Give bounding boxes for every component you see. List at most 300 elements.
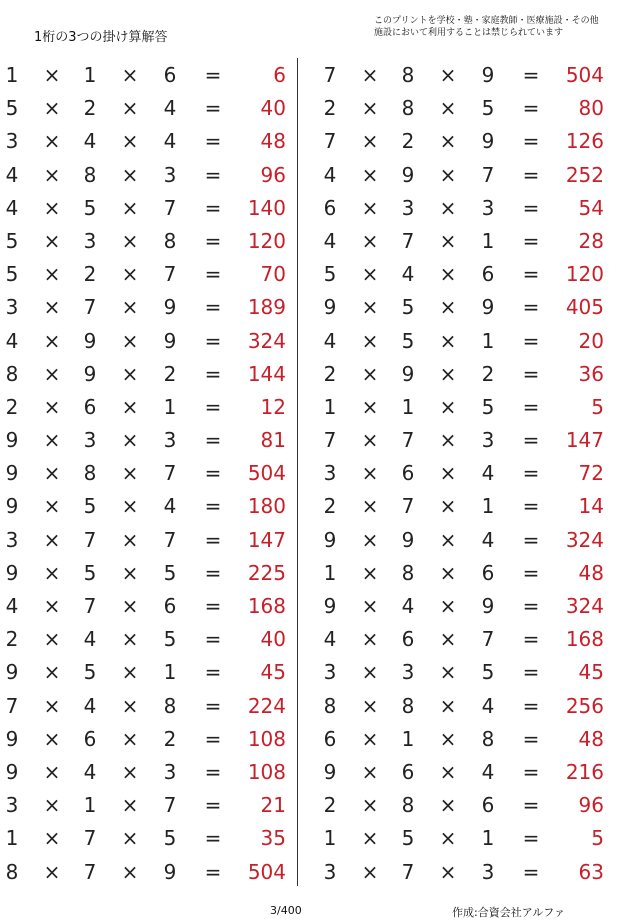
times-sign: × — [43, 527, 61, 552]
answer: 144 — [247, 361, 286, 386]
factor-2: 2 — [83, 96, 97, 121]
factor-2: 8 — [83, 461, 97, 486]
times-sign: × — [121, 195, 139, 220]
equals-sign: = — [522, 793, 540, 818]
factor-3: 7 — [481, 627, 495, 652]
answer: 20 — [578, 328, 604, 353]
equals-sign: = — [522, 162, 540, 187]
factor-3: 3 — [481, 859, 495, 884]
times-sign: × — [361, 859, 379, 884]
factor-1: 8 — [5, 361, 19, 386]
factor-2: 5 — [401, 328, 415, 353]
column-divider — [297, 58, 298, 886]
factor-3: 8 — [163, 693, 177, 718]
answer: 96 — [578, 793, 604, 818]
equals-sign: = — [522, 494, 540, 519]
factor-1: 4 — [5, 594, 19, 618]
factor-3: 4 — [481, 759, 495, 784]
factor-1: 1 — [5, 63, 19, 87]
equals-sign: = — [522, 759, 540, 784]
answer: 168 — [247, 594, 286, 618]
factor-2: 8 — [401, 63, 415, 87]
times-sign: × — [361, 428, 379, 453]
equals-sign: = — [522, 262, 540, 287]
factor-3: 4 — [163, 129, 177, 154]
equals-sign: = — [204, 726, 222, 751]
factor-3: 4 — [481, 461, 495, 486]
times-sign: × — [43, 295, 61, 320]
times-sign: × — [439, 726, 457, 751]
times-sign: × — [121, 228, 139, 253]
factor-2: 7 — [83, 527, 97, 552]
times-sign: × — [361, 361, 379, 386]
answer: 54 — [578, 195, 604, 220]
factor-1: 7 — [5, 693, 19, 718]
factor-2: 8 — [83, 162, 97, 187]
factor-3: 6 — [481, 262, 495, 287]
factor-2: 5 — [401, 826, 415, 851]
factor-1: 2 — [323, 96, 337, 121]
factor-1: 7 — [323, 129, 337, 154]
times-sign: × — [361, 328, 379, 353]
factor-3: 5 — [163, 826, 177, 851]
factor-1: 9 — [5, 428, 19, 453]
factor-2: 1 — [83, 793, 97, 818]
factor-2: 9 — [401, 162, 415, 187]
times-sign: × — [43, 262, 61, 287]
answer: 256 — [565, 693, 604, 718]
equals-sign: = — [204, 826, 222, 851]
times-sign: × — [121, 560, 139, 585]
answer: 504 — [247, 461, 286, 486]
times-sign: × — [43, 63, 61, 87]
factor-3: 4 — [163, 494, 177, 519]
usage-notice — [374, 15, 624, 39]
factor-1: 4 — [5, 195, 19, 220]
factor-2: 4 — [83, 129, 97, 154]
factor-3: 2 — [481, 361, 495, 386]
factor-2: 6 — [401, 627, 415, 652]
answer: 6 — [273, 63, 286, 87]
times-sign: × — [121, 527, 139, 552]
equals-sign: = — [522, 195, 540, 220]
times-sign: × — [121, 826, 139, 851]
times-sign: × — [43, 228, 61, 253]
times-sign: × — [439, 826, 457, 851]
times-sign: × — [439, 195, 457, 220]
factor-2: 9 — [83, 361, 97, 386]
answer: 80 — [578, 96, 604, 121]
factor-2: 7 — [83, 295, 97, 320]
answer: 81 — [260, 428, 286, 453]
answer: 120 — [565, 262, 604, 287]
usage-notice-line2: 施設において利用することは禁じられています — [374, 28, 564, 38]
equals-sign: = — [522, 461, 540, 486]
factor-1: 4 — [323, 162, 337, 187]
answer: 324 — [247, 328, 286, 353]
equals-sign: = — [522, 859, 540, 884]
answer: 48 — [578, 726, 604, 751]
equals-sign: = — [204, 627, 222, 652]
factor-2: 4 — [83, 627, 97, 652]
times-sign: × — [121, 793, 139, 818]
times-sign: × — [361, 560, 379, 585]
equals-sign: = — [522, 129, 540, 154]
equals-sign: = — [204, 63, 222, 87]
factor-3: 5 — [481, 394, 495, 419]
factor-3: 4 — [481, 527, 495, 552]
factor-2: 4 — [401, 262, 415, 287]
usage-notice-line1: このプリントを学校・塾・家庭教師・医療施設・その他 — [374, 16, 599, 26]
factor-1: 4 — [5, 162, 19, 187]
factor-1: 4 — [323, 627, 337, 652]
factor-2: 6 — [401, 461, 415, 486]
factor-1: 1 — [323, 394, 337, 419]
factor-1: 9 — [323, 295, 337, 320]
times-sign: × — [439, 428, 457, 453]
answer: 21 — [260, 793, 286, 818]
factor-3: 9 — [481, 295, 495, 320]
factor-2: 1 — [401, 726, 415, 751]
times-sign: × — [43, 195, 61, 220]
answer: 70 — [260, 262, 286, 287]
equals-sign: = — [204, 361, 222, 386]
factor-2: 3 — [83, 228, 97, 253]
factor-2: 9 — [401, 361, 415, 386]
times-sign: × — [121, 759, 139, 784]
answer: 45 — [578, 660, 604, 685]
times-sign: × — [439, 693, 457, 718]
factor-3: 2 — [163, 361, 177, 386]
answer: 140 — [247, 195, 286, 220]
factor-2: 4 — [401, 594, 415, 618]
times-sign: × — [121, 63, 139, 87]
times-sign: × — [439, 560, 457, 585]
times-sign: × — [121, 428, 139, 453]
factor-1: 9 — [323, 527, 337, 552]
factor-3: 9 — [481, 63, 495, 87]
factor-2: 9 — [83, 328, 97, 353]
factor-1: 4 — [323, 328, 337, 353]
times-sign: × — [439, 63, 457, 87]
factor-2: 5 — [83, 560, 97, 585]
factor-3: 5 — [481, 96, 495, 121]
times-sign: × — [439, 660, 457, 685]
equals-sign: = — [522, 428, 540, 453]
factor-3: 7 — [163, 527, 177, 552]
factor-1: 4 — [323, 228, 337, 253]
equals-sign: = — [204, 693, 222, 718]
times-sign: × — [43, 162, 61, 187]
times-sign: × — [439, 228, 457, 253]
times-sign: × — [361, 759, 379, 784]
equals-sign: = — [204, 560, 222, 585]
answer: 40 — [260, 96, 286, 121]
factor-3: 3 — [163, 428, 177, 453]
equals-sign: = — [522, 295, 540, 320]
factor-3: 8 — [481, 726, 495, 751]
times-sign: × — [121, 693, 139, 718]
factor-1: 2 — [5, 394, 19, 419]
times-sign: × — [439, 361, 457, 386]
factor-1: 8 — [323, 693, 337, 718]
factor-1: 7 — [323, 428, 337, 453]
factor-2: 5 — [83, 660, 97, 685]
factor-2: 3 — [401, 195, 415, 220]
factor-1: 3 — [5, 295, 19, 320]
answer: 35 — [260, 826, 286, 851]
answer: 324 — [565, 594, 604, 618]
answer: 224 — [247, 693, 286, 718]
times-sign: × — [43, 129, 61, 154]
answer: 225 — [247, 560, 286, 585]
times-sign: × — [43, 726, 61, 751]
answer: 126 — [565, 129, 604, 154]
times-sign: × — [121, 295, 139, 320]
equals-sign: = — [204, 129, 222, 154]
factor-1: 4 — [5, 328, 19, 353]
factor-3: 7 — [163, 461, 177, 486]
answer: 504 — [565, 63, 604, 87]
worksheet-title: 1桁の3つの掛け算解答 — [34, 30, 168, 45]
factor-3: 9 — [163, 295, 177, 320]
factor-1: 3 — [5, 527, 19, 552]
answer: 48 — [260, 129, 286, 154]
times-sign: × — [43, 826, 61, 851]
equals-sign: = — [204, 162, 222, 187]
times-sign: × — [121, 262, 139, 287]
factor-3: 8 — [163, 228, 177, 253]
answer: 14 — [578, 494, 604, 519]
answer: 147 — [247, 527, 286, 552]
factor-1: 2 — [5, 627, 19, 652]
times-sign: × — [361, 594, 379, 618]
factor-3: 7 — [163, 793, 177, 818]
times-sign: × — [361, 295, 379, 320]
times-sign: × — [121, 594, 139, 618]
factor-1: 1 — [323, 826, 337, 851]
factor-3: 5 — [163, 560, 177, 585]
factor-2: 8 — [401, 560, 415, 585]
factor-3: 1 — [163, 394, 177, 419]
factor-1: 9 — [323, 594, 337, 618]
times-sign: × — [43, 793, 61, 818]
answer: 45 — [260, 660, 286, 685]
factor-2: 7 — [401, 859, 415, 884]
factor-1: 2 — [323, 361, 337, 386]
factor-1: 5 — [323, 262, 337, 287]
factor-3: 9 — [163, 328, 177, 353]
factor-3: 3 — [481, 428, 495, 453]
times-sign: × — [361, 162, 379, 187]
factor-2: 6 — [83, 726, 97, 751]
times-sign: × — [121, 726, 139, 751]
factor-2: 7 — [83, 594, 97, 618]
equals-sign: = — [204, 394, 222, 419]
factor-3: 1 — [163, 660, 177, 685]
factor-2: 5 — [83, 195, 97, 220]
factor-1: 3 — [323, 660, 337, 685]
times-sign: × — [361, 195, 379, 220]
times-sign: × — [121, 859, 139, 884]
factor-2: 8 — [401, 693, 415, 718]
factor-2: 4 — [83, 693, 97, 718]
equals-sign: = — [204, 494, 222, 519]
equals-sign: = — [204, 328, 222, 353]
equals-sign: = — [522, 96, 540, 121]
equals-sign: = — [522, 361, 540, 386]
answer: 5 — [591, 826, 604, 851]
answer: 405 — [565, 295, 604, 320]
factor-3: 6 — [163, 594, 177, 618]
answer: 324 — [565, 527, 604, 552]
times-sign: × — [361, 129, 379, 154]
times-sign: × — [121, 96, 139, 121]
equals-sign: = — [204, 594, 222, 618]
factor-3: 5 — [481, 660, 495, 685]
factor-3: 5 — [163, 627, 177, 652]
factor-2: 1 — [83, 63, 97, 87]
times-sign: × — [43, 494, 61, 519]
times-sign: × — [121, 162, 139, 187]
times-sign: × — [43, 859, 61, 884]
factor-3: 7 — [163, 195, 177, 220]
factor-1: 5 — [5, 96, 19, 121]
factor-1: 3 — [323, 859, 337, 884]
equals-sign: = — [522, 594, 540, 618]
equals-sign: = — [522, 328, 540, 353]
times-sign: × — [361, 63, 379, 87]
factor-3: 7 — [163, 262, 177, 287]
times-sign: × — [361, 793, 379, 818]
answer: 40 — [260, 627, 286, 652]
equals-sign: = — [204, 295, 222, 320]
factor-2: 5 — [401, 295, 415, 320]
equals-sign: = — [204, 262, 222, 287]
answer: 96 — [260, 162, 286, 187]
answer: 5 — [591, 394, 604, 419]
times-sign: × — [439, 461, 457, 486]
factor-1: 2 — [323, 494, 337, 519]
times-sign: × — [439, 328, 457, 353]
factor-1: 8 — [5, 859, 19, 884]
times-sign: × — [121, 660, 139, 685]
times-sign: × — [43, 594, 61, 618]
factor-1: 6 — [323, 195, 337, 220]
times-sign: × — [43, 660, 61, 685]
times-sign: × — [439, 262, 457, 287]
factor-3: 9 — [163, 859, 177, 884]
equals-sign: = — [522, 560, 540, 585]
answer: 72 — [578, 461, 604, 486]
answer: 180 — [247, 494, 286, 519]
times-sign: × — [439, 494, 457, 519]
times-sign: × — [43, 394, 61, 419]
times-sign: × — [121, 129, 139, 154]
equals-sign: = — [522, 63, 540, 87]
equals-sign: = — [522, 228, 540, 253]
factor-1: 9 — [5, 494, 19, 519]
answer: 28 — [578, 228, 604, 253]
times-sign: × — [121, 461, 139, 486]
factor-3: 9 — [481, 129, 495, 154]
answer: 48 — [578, 560, 604, 585]
factor-1: 9 — [5, 660, 19, 685]
factor-2: 6 — [401, 759, 415, 784]
times-sign: × — [439, 162, 457, 187]
author-credit: 作成:合資会社アルファ — [452, 906, 566, 919]
times-sign: × — [43, 461, 61, 486]
equals-sign: = — [522, 726, 540, 751]
times-sign: × — [439, 96, 457, 121]
factor-1: 9 — [323, 759, 337, 784]
factor-1: 1 — [5, 826, 19, 851]
factor-3: 3 — [163, 162, 177, 187]
factor-2: 7 — [401, 428, 415, 453]
times-sign: × — [439, 793, 457, 818]
equals-sign: = — [522, 394, 540, 419]
factor-2: 3 — [83, 428, 97, 453]
equals-sign: = — [522, 527, 540, 552]
factor-3: 1 — [481, 826, 495, 851]
factor-3: 9 — [481, 594, 495, 618]
factor-1: 3 — [5, 129, 19, 154]
factor-3: 3 — [163, 759, 177, 784]
times-sign: × — [43, 693, 61, 718]
factor-2: 2 — [83, 262, 97, 287]
factor-2: 3 — [401, 660, 415, 685]
factor-1: 3 — [323, 461, 337, 486]
answer: 147 — [565, 428, 604, 453]
equals-sign: = — [204, 527, 222, 552]
equals-sign: = — [204, 660, 222, 685]
equals-sign: = — [204, 461, 222, 486]
factor-3: 1 — [481, 494, 495, 519]
times-sign: × — [439, 627, 457, 652]
factor-3: 7 — [481, 162, 495, 187]
times-sign: × — [361, 228, 379, 253]
answer: 120 — [247, 228, 286, 253]
factor-2: 8 — [401, 96, 415, 121]
times-sign: × — [361, 726, 379, 751]
factor-2: 8 — [401, 793, 415, 818]
equals-sign: = — [204, 793, 222, 818]
times-sign: × — [121, 328, 139, 353]
factor-3: 1 — [481, 328, 495, 353]
answer: 189 — [247, 295, 286, 320]
times-sign: × — [361, 627, 379, 652]
times-sign: × — [439, 527, 457, 552]
factor-1: 9 — [5, 759, 19, 784]
factor-3: 4 — [163, 96, 177, 121]
factor-2: 4 — [83, 759, 97, 784]
factor-1: 9 — [5, 461, 19, 486]
times-sign: × — [439, 295, 457, 320]
equals-sign: = — [204, 228, 222, 253]
factor-3: 6 — [481, 793, 495, 818]
factor-1: 2 — [323, 793, 337, 818]
times-sign: × — [43, 627, 61, 652]
factor-2: 6 — [83, 394, 97, 419]
factor-3: 2 — [163, 726, 177, 751]
answer: 252 — [565, 162, 604, 187]
answer: 12 — [260, 394, 286, 419]
answer: 36 — [578, 361, 604, 386]
equals-sign: = — [522, 627, 540, 652]
times-sign: × — [361, 262, 379, 287]
times-sign: × — [361, 461, 379, 486]
factor-1: 5 — [5, 228, 19, 253]
